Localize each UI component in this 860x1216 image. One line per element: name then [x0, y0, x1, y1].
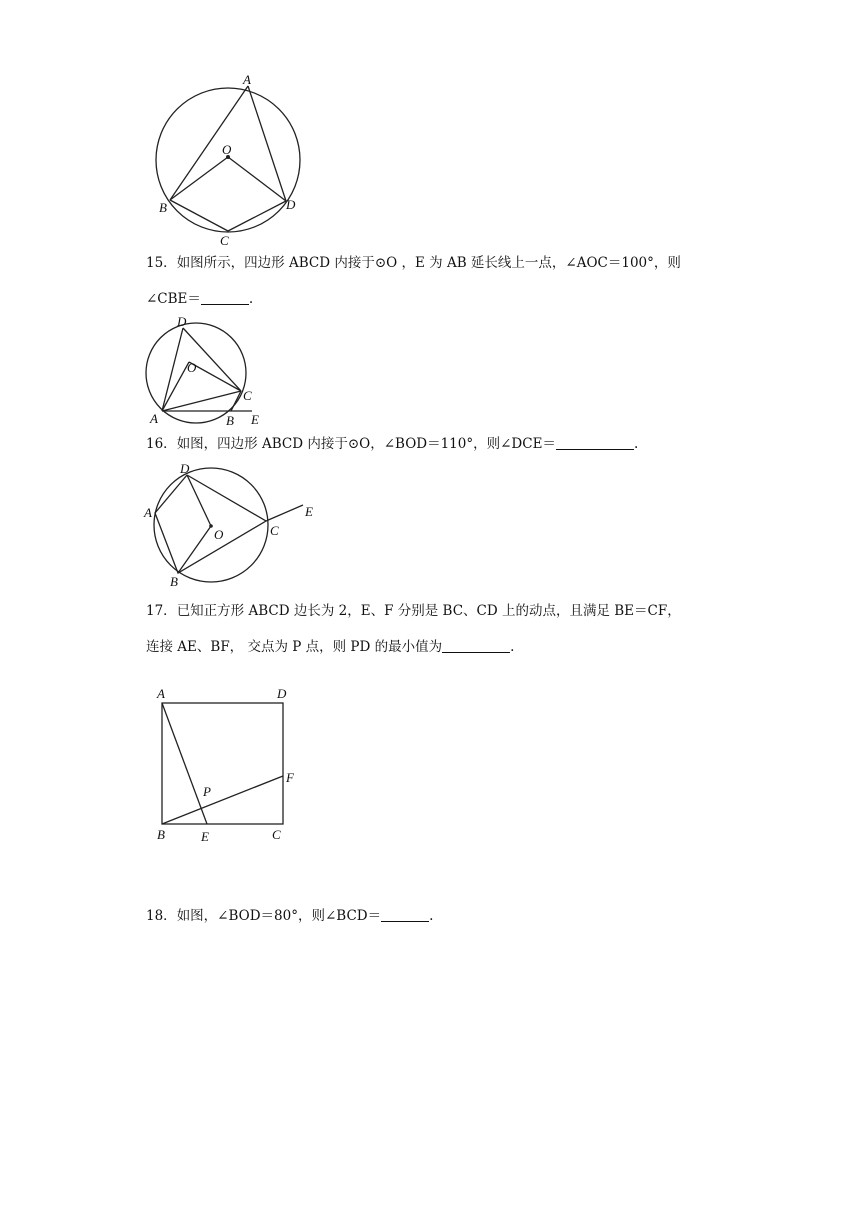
q18-answer-blank[interactable]: [381, 907, 429, 922]
segment-ob: [170, 157, 228, 200]
q17-text-2: 连接 AE、BF， 交点为 P 点，则 PD 的最小值为: [146, 639, 443, 655]
label-e: E: [201, 829, 209, 844]
q15-text: 如图所示，四边形 ABCD 内接于⊙O ，E 为 AB 延长线上一点，∠AOC＝100°，则: [176, 255, 681, 271]
segment-ab: [170, 86, 248, 200]
q16-text: 如图，四边形 ABCD 内接于⊙O，∠BOD＝110°，则∠DCE＝: [176, 436, 556, 452]
label-e: E: [251, 412, 259, 427]
circle-o: [156, 88, 300, 232]
label-f: F: [286, 770, 294, 785]
q16-line: [146, 434, 638, 454]
label-c: C: [243, 388, 252, 403]
label-d: D: [180, 461, 190, 476]
q17-number: 17．: [146, 603, 177, 619]
q17-text-1: 已知正方形 ABCD 边长为 2，E、F 分别是 BC、CD 上的动点，且满足 BE＝CF，: [176, 603, 681, 619]
center-dot: [209, 524, 213, 528]
segment-ce: [266, 505, 303, 521]
label-a: A: [150, 411, 158, 426]
label-b: B: [159, 200, 167, 215]
q17-answer-blank[interactable]: [442, 638, 510, 653]
q15-answer-blank[interactable]: [201, 290, 249, 305]
segment-ob: [178, 526, 211, 573]
label-o: O: [222, 142, 232, 157]
q16-number: 16．: [146, 436, 177, 452]
figure-q16-circle: [140, 460, 320, 590]
label-d: D: [286, 197, 296, 212]
label-a: A: [243, 72, 251, 87]
q15-suffix: .: [248, 291, 254, 307]
label-d: D: [177, 314, 187, 329]
q18-text: 如图，∠BOD＝80°，则∠BCD＝: [176, 908, 382, 924]
label-b: B: [157, 827, 165, 842]
segment-ae: [162, 703, 207, 824]
q15-number: 15．: [146, 255, 177, 271]
segment-ao: [162, 362, 189, 411]
label-o: O: [187, 360, 197, 375]
q16-answer-blank[interactable]: [556, 435, 634, 450]
q15-line1: [146, 253, 681, 273]
q15-line2: [146, 289, 253, 309]
segment-oc: [189, 362, 241, 391]
label-c: C: [272, 827, 281, 842]
label-e: E: [305, 504, 313, 519]
q18-line: [146, 906, 433, 926]
segment-cb: [231, 391, 241, 411]
q16-suffix: .: [633, 436, 639, 452]
q15-answer-prefix: ∠CBE＝: [146, 291, 201, 307]
label-c: C: [270, 523, 279, 538]
label-c: C: [220, 233, 229, 248]
segment-bf: [162, 776, 283, 824]
square-abcd: [162, 703, 283, 824]
figure-q15-circle: [140, 310, 270, 430]
segment-od: [228, 157, 286, 201]
q17-line1: [146, 601, 681, 621]
q17-suffix: .: [510, 639, 515, 655]
segment-ad: [248, 86, 286, 201]
label-o: O: [214, 527, 224, 542]
q18-suffix: .: [429, 908, 434, 924]
segment-ad: [162, 328, 183, 411]
q18-number: 18．: [146, 908, 177, 924]
label-d: D: [277, 686, 287, 701]
q17-line2: [146, 637, 514, 657]
figure-q17-square: [150, 680, 310, 850]
label-b: B: [170, 574, 178, 589]
label-a: A: [157, 686, 165, 701]
label-b: B: [226, 413, 234, 428]
figure-q14-circle: [145, 70, 310, 250]
segment-ac: [162, 391, 241, 411]
label-a: A: [144, 505, 152, 520]
label-p: P: [203, 784, 211, 799]
